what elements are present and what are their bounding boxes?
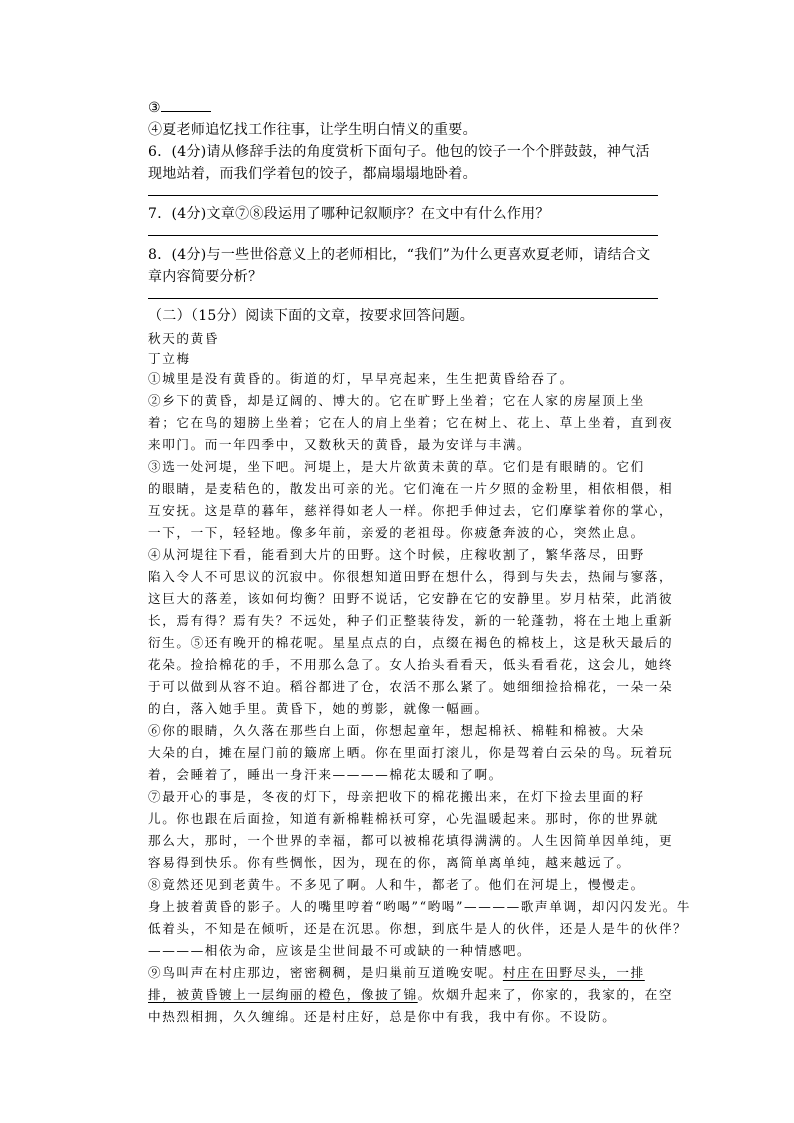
- article-line: 儿。你也跟在后面捡，知道有新棉鞋棉袄可穿，心先温暖起来。那时，你的世界就: [148, 811, 659, 826]
- article-line: 一下，一下，轻轻地。像多年前，亲爱的老祖母。你疲惫奔波的心，突然止息。: [148, 525, 645, 540]
- item-4: ④夏老师追忆找工作往事，让学生明白情义的重要。: [148, 122, 477, 138]
- article-author: 丁立梅: [148, 351, 191, 366]
- underlined-sentence: 排，被黄昏镀上一层绚丽的橙色，像披了锦: [148, 987, 418, 1002]
- question-7: 7．(4分)文章⑦⑧段运用了哪种记叙顺序？在文中有什么作用？: [148, 206, 550, 222]
- article-line: 低着头，不知是在倾听，还是在沉思。你想，到底牛是人的伙伴，还是人是牛的伙伴？: [148, 921, 688, 936]
- underlined-sentence: 村庄在田野尽头，一排: [502, 965, 645, 980]
- article-line: 来叩门。而一年四季中，又数秋天的黄昏，最为安详与丰满。: [148, 437, 532, 452]
- article-line: ②乡下的黄昏，却是辽阔的、博大的。它在旷野上坐着；它在人家的房屋顶上坐: [148, 393, 645, 408]
- question-8-line-1: 8．(4分)与一些世俗意义上的老师相比，“我们”为什么更喜欢夏老师，请结合文: [148, 247, 651, 263]
- article-line: 这巨大的落差，该如何均衡？田野不说话，它安静在它的安静里。岁月枯荣，此消彼: [148, 591, 674, 606]
- article-line: 的眼睛，是麦秸色的，散发出可亲的光。它们淹在一片夕照的金粉里，相依相偎，相: [148, 481, 674, 496]
- article-line: ⑦最开心的事是，冬夜的灯下，母亲把收下的棉花搬出来，在灯下捡去里面的籽: [148, 789, 645, 804]
- article-line: ④从河堤往下看，能看到大片的田野。这个时候，庄稼收割了，繁华落尽，田野: [148, 547, 645, 562]
- question-6-line-1: 6．(4分)请从修辞手法的角度赏析下面句子。他包的饺子一个个胖鼓鼓，神气活: [148, 144, 650, 160]
- blank-marker: ③: [148, 100, 161, 116]
- article-line: ⑥你的眼睛，久久落在那些白上面，你想起童年，想起棉袄、棉鞋和棉被。大朵: [148, 723, 645, 738]
- article-line: ————相依为命，应该是尘世间最不可或缺的一种情感吧。: [148, 943, 532, 958]
- answer-line-7[interactable]: [148, 235, 658, 236]
- article-line: 长，焉有得？焉有失？不远处，种子们正整装待发，新的一轮蓬勃，将在土地上重新: [148, 613, 674, 628]
- item-3-line: [148, 97, 668, 119]
- article-line: ①城里是没有黄昏的。街道的灯，早早亮起来，生生把黄昏给吞了。: [148, 371, 574, 386]
- article-line: ⑨鸟叫声在村庄那边，密密稠稠，是归巢前互道晚安呢。村庄在田野尽头，一排: [148, 965, 645, 980]
- question-8-line-2: 章内容简要分析？: [148, 269, 263, 285]
- answer-line-8[interactable]: [148, 298, 658, 299]
- article-line: 大朵的白，摊在屋门前的簸席上晒。你在里面打滚儿，你是驾着白云朵的鸟。玩着玩: [148, 745, 674, 760]
- question-6-line-2: 现地站着，而我们学着包的饺子，都扁塌塌地卧着。: [148, 166, 477, 182]
- article-line: 着，会睡着了，睡出一身汗来————棉花太暖和了啊。: [148, 767, 503, 782]
- article-line: 容易得到快乐。你有些惆怅，因为，现在的你，离简单离单纯，越来越远了。: [148, 855, 631, 870]
- article-line: 于可以做到从容不迫。稻谷都进了仓，农活不那么紧了。她细细捡拾棉花，一朵一朵: [148, 679, 674, 694]
- article-line: 那么大，那时，一个世界的幸福，都可以被棉花填得满满的。人生因简单因单纯，更: [148, 833, 674, 848]
- article-line: 着；它在鸟的翅膀上坐着；它在人的肩上坐着；它在树上、花上、草上坐着，直到夜: [148, 415, 674, 430]
- article-line: 身上披着黄昏的影子。人的嘴里哼着“哟喝”“哟喝”————歌声单调，却闪闪发光。牛: [148, 899, 692, 914]
- article-line: 排，被黄昏镀上一层绚丽的橙色，像披了锦。炊烟升起来了，你家的，我家的，在空: [148, 987, 674, 1002]
- article-title: 秋天的黄昏: [148, 331, 219, 346]
- section-heading: （二）（15分）阅读下面的文章，按要求回答问题。: [148, 308, 475, 324]
- article-line: 互安抚。这是草的暮年，慈祥得如老人一样。你把手伸过去，它们摩挲着你的掌心，: [148, 503, 674, 518]
- article-line: 的白，落入她手里。黄昏下，她的剪影，就像一幅画。: [148, 701, 489, 716]
- article-line: 中热烈相拥，久久缠绵。还是村庄好，总是你中有我，我中有你。不设防。: [148, 1009, 617, 1024]
- article-line: ⑧竟然还见到老黄牛。不多见了啊。人和牛，都老了。他们在河堤上，慢慢走。: [148, 877, 645, 892]
- article-line: ③选一处河堤，坐下吧。河堤上，是大片欲黄未黄的草。它们是有眼睛的。它们: [148, 459, 645, 474]
- article-line: 衍生。⑤还有晚开的棉花呢。星星点点的白，点缀在褐色的棉枝上，这是秋天最后的: [148, 635, 674, 650]
- article-line: 花朵。捡拾棉花的手，不用那么急了。女人抬头看看天，低头看看花，这会儿，她终: [148, 657, 674, 672]
- answer-blank[interactable]: [161, 97, 211, 112]
- paragraph-6-marker: ⑥: [148, 723, 163, 738]
- answer-line-6[interactable]: [148, 195, 658, 196]
- article-line: 陷入令人不可思议的沉寂中。你很想知道田野在想什么，得到与失去，热闹与寥落，: [148, 569, 674, 584]
